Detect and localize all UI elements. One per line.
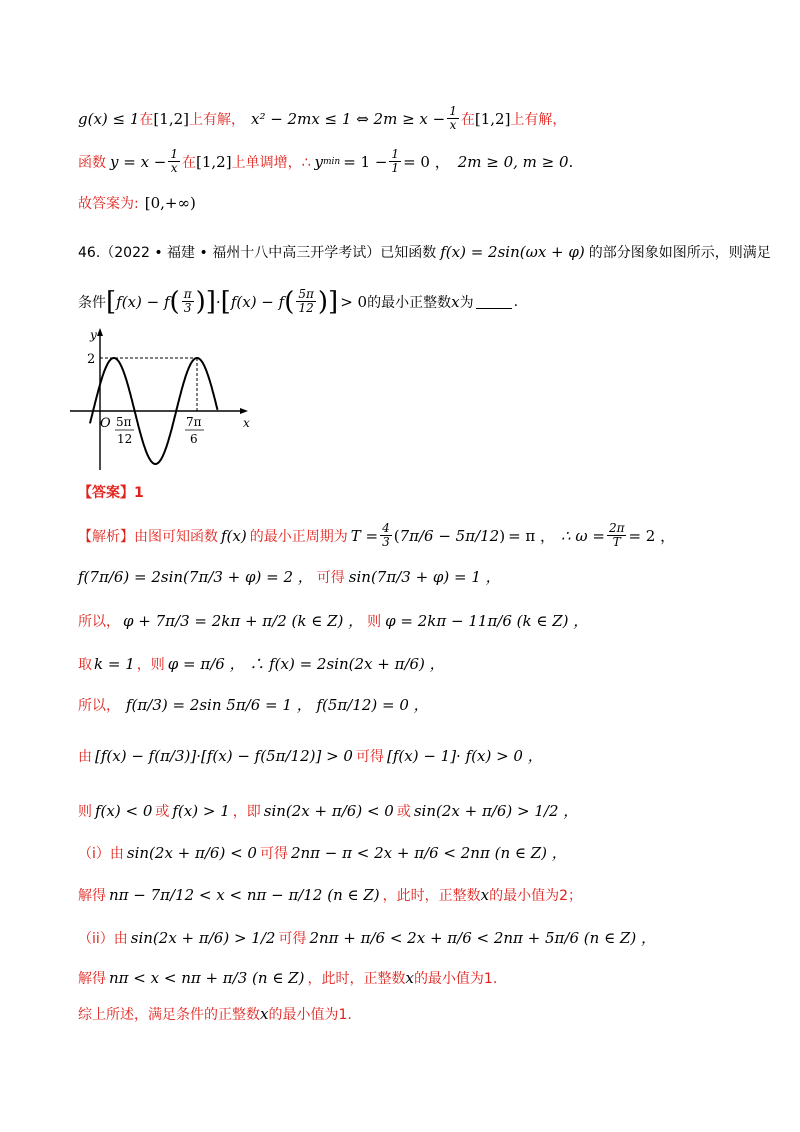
math-expr: 2nπ + π/6 < 2x + π/6 < 2nπ + 5π/6 (n ∈ Z) ， [309,929,656,947]
text: 或 [396,803,411,820]
math-expr: nπ < x < nπ + π/3 (n ∈ Z) [109,969,305,987]
text: 的部分图象如图所示，则满足 [588,245,771,261]
bracket: ] [205,286,216,317]
text: 由 [78,748,92,765]
analysis-line-10 [78,927,656,948]
math-expr: = π ， [508,527,556,545]
analysis-line-9 [78,885,582,905]
math-expr: . [568,152,574,171]
num: 1 [391,147,400,161]
num: π [183,287,192,301]
text: 条件 [78,294,106,311]
fraction [168,148,180,175]
text: 函数 [78,154,106,171]
math-expr: = 2 ， [628,527,676,545]
text: 【答案】1 [78,485,144,501]
math-expr: f(x) = 2sin(ωx + φ) [440,243,585,261]
math-expr: f(x) > 1 [172,801,230,820]
analysis-line-1 [78,522,675,549]
analysis-line-8 [78,842,567,863]
text: 在 [182,154,197,171]
math-expr: sin(7π/3 + φ) = 1 ， [348,568,501,586]
x-axis-label: x [243,416,250,430]
analysis-line-11 [78,968,497,988]
fraction [380,522,392,549]
num: 1 [170,147,179,161]
y-tick-label: 2 [87,352,96,367]
text: 所以， [78,613,120,630]
fraction [447,105,459,132]
var: x [451,292,460,311]
paren: ( [169,286,180,317]
text: 的最小正整数 [367,294,452,311]
text: 【解析】由图可知函数 [78,528,218,545]
text: 上有解， [510,111,567,128]
math-expr: f(x) < 0 [95,801,153,820]
x-tick-2-den: 6 [190,432,198,446]
text: . [513,293,519,310]
math-expr: k = 1 [94,654,135,673]
text: 或 [155,803,170,820]
text: （i）由 [78,845,124,862]
math-expr: ( [393,526,400,545]
num: 1 [449,104,457,118]
text: 解得 [78,971,106,987]
math-expr: sin(2x + π/6) > 1/2 [130,928,276,947]
math-expr: f(π/3) = 2sin 5π/6 = 1 ， f(5π/12) = 0 ， [126,696,429,714]
text: 在 [139,111,154,128]
text: 所以， [78,697,120,714]
answer-label [78,482,144,502]
bracket: [ [106,286,117,317]
math-expr: g(x) ≤ 1 [78,109,140,128]
math-expr: φ = 2kπ − 11π/6 (k ∈ Z) ， [385,612,589,630]
math-expr: [1,2] [153,109,189,128]
math-expr: sin(2x + π/6) < 0 [263,801,394,820]
text: 46.（2022 • 福建 • 福州十八中高三开学考试）已知函数 [78,245,437,261]
num: 5π [298,287,314,301]
math-expr: f(x) [221,526,247,545]
text: 可得 [316,569,345,586]
text: 则 [367,613,382,630]
math-expr: φ + 7π/3 = 2kπ + π/2 (k ∈ Z) ， [123,612,364,630]
text: 上有解， [188,111,245,128]
var: x [405,969,414,987]
analysis-line-3 [78,610,588,631]
den: 1 [391,161,400,175]
sine-graph [70,325,260,475]
paren: ) [317,286,329,317]
math-expr: y = x − [110,152,167,171]
analysis-line-4 [78,653,445,674]
answer-blank [476,294,512,309]
bracket: ] [328,286,339,317]
fraction [182,288,194,315]
math-expr: f(x) − f [230,292,285,311]
den: x [170,161,178,175]
text: 在 [460,111,475,128]
math-expr: [0,+∞) [144,194,196,212]
fraction [296,288,316,315]
analysis-line-12 [78,1004,352,1024]
math-expr: y [314,152,323,171]
text: 取 [78,656,92,673]
text: ，此时，正整数 [307,971,406,987]
y-axis-label: y [90,328,97,342]
text: 解得 [78,888,106,904]
math-expr: f(x) − f [116,292,170,311]
text: 上单调增，∴ [231,154,311,171]
x-tick-1-num: 5π [116,415,132,429]
math-expr: 2nπ − π < 2x + π/6 < 2nπ (n ∈ Z) ， [290,844,567,862]
math-expr: sin(2x + π/6) > 1/2 ， [413,802,579,820]
analysis-line-2 [78,566,501,587]
text: 综上所述，满足条件的正整数 [78,1007,260,1023]
dot: · [215,292,221,311]
math-expr: φ = π/6 ， ∴ f(x) = 2sin(2x + π/6) ， [167,655,445,673]
paren: ) [195,286,206,317]
solution-line-1 [78,105,566,132]
x-arrow [240,408,248,414]
text: 的最小正周期为 [249,528,348,545]
math-expr: T = [350,526,379,545]
problem-line-1 [78,242,771,262]
var: x [480,886,490,904]
text: 为 [459,294,474,311]
solution-line-2 [78,148,573,175]
num: 2π [608,521,625,535]
answer-line [78,193,196,213]
x-tick-2-num: 7π [186,415,202,429]
den: 3 [382,535,390,549]
math-expr: [f(x) − f(π/3)]·[f(x) − f(5π/12)] > 0 [95,746,353,765]
text: 则 [78,803,92,820]
num: 4 [382,521,390,535]
text: 可得 [259,845,288,862]
bracket: [ [220,286,231,317]
subscript: min [322,156,341,167]
math-expr: > 0 [340,292,368,311]
paren: ( [284,286,295,317]
math-expr: [1,2] [196,152,232,171]
text: 的最小值为1. [413,971,498,987]
text: 的最小值为1. [268,1007,352,1023]
text: 可得 [355,748,384,765]
math-expr: [1,2] [474,109,511,128]
text: （ii）由 [78,930,128,947]
text: 的最小值为2； [489,888,583,904]
math-expr: x² − 2mx ≤ 1 ⇔ 2m ≥ x − [250,109,446,128]
origin-label: O [100,416,111,431]
math-expr: 2m ≥ 0, m ≥ 0 [457,152,569,171]
y-arrow [97,328,103,336]
math-expr: = 0 ， [403,153,450,171]
den: 12 [298,301,314,315]
den: 3 [183,301,192,315]
analysis-line-6 [78,745,543,766]
text: 故答案为: [78,196,139,212]
math-expr: ) [499,526,506,545]
math-expr: ∴ ω = [561,526,605,545]
text: ，即 [232,803,261,820]
text: 可得 [278,930,307,947]
fraction [607,522,627,549]
math-expr: f(7π/6) = 2sin(7π/3 + φ) = 2 ， [78,568,313,586]
den: T [612,535,621,549]
analysis-line-7 [78,800,578,821]
text: ，则 [136,656,165,673]
math-expr: = 1 − [343,152,388,171]
math-expr: [f(x) − 1]· f(x) > 0 ， [386,747,543,765]
text: ，此时，正整数 [382,888,481,904]
fraction [389,148,401,175]
problem-line-2 [78,288,518,315]
x-tick-1-den: 12 [117,432,133,446]
var: x [260,1005,269,1023]
math-expr: sin(2x + π/6) < 0 [126,843,257,862]
math-expr: 7π/6 − 5π/12 [399,526,500,545]
den: x [449,118,457,132]
analysis-line-5 [78,694,429,715]
math-expr: nπ − 7π/12 < x < nπ − π/12 (n ∈ Z) [109,886,380,904]
